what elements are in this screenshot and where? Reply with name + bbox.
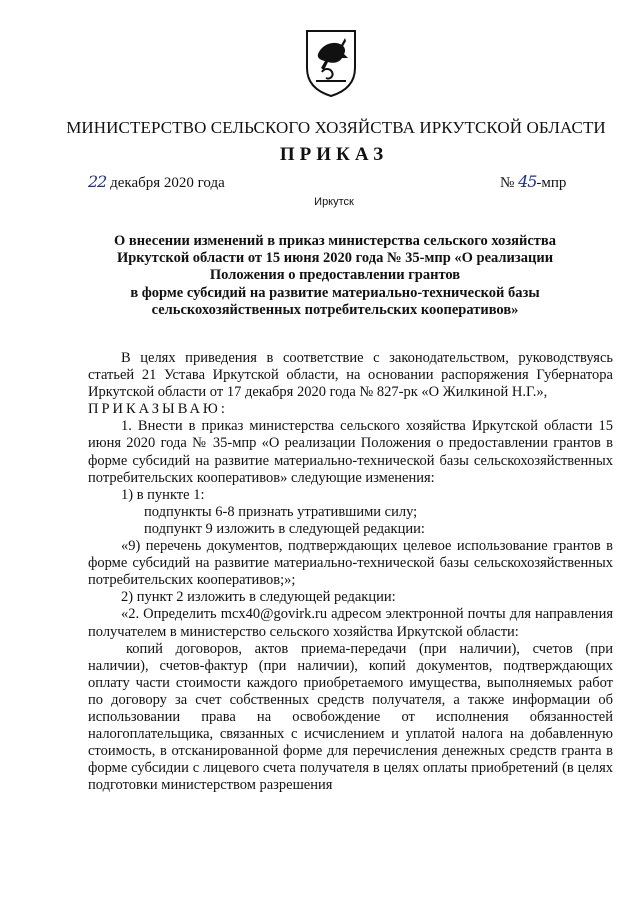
order-date bbox=[88, 172, 225, 192]
heading-line: О внесении изменений в приказ министерства сельского хозяйства bbox=[114, 233, 556, 249]
item-1-paragraph: 1. Внести в приказ министерства сельского хозяйства Иркутской области 15 июня 2020 года № 35-мпр «О реализации Положения о предоставлении грантов в форме субсидий на развитие материально-технической базы сельскохозяйственных потребительских кооперативов» следующие изменения: bbox=[88, 418, 613, 486]
order-body bbox=[88, 350, 613, 794]
order-heading bbox=[100, 233, 570, 319]
order-title: ПРИКАЗ bbox=[279, 144, 389, 165]
ministry-name: МИНИСТЕРСТВО СЕЛЬСКОГО ХОЗЯЙСТВА ИРКУТСКОЙ ОБЛАСТИ bbox=[66, 118, 606, 137]
heading-line: в форме субсидий на развитие материально-технической базы bbox=[130, 284, 540, 301]
date-text: декабря 2020 года bbox=[110, 175, 225, 191]
subitem-1b: подпункт 9 изложить в следующей редакции: bbox=[144, 520, 425, 537]
subitem-2: 2) пункт 2 изложить в следующей редакции: bbox=[121, 589, 396, 606]
order-word: ПРИКАЗЫВАЮ: bbox=[88, 401, 228, 418]
heading-line: сельскохозяйственных потребительских кооперативов» bbox=[151, 301, 519, 318]
handwritten-number: 45 bbox=[518, 172, 537, 191]
handwritten-day: 22 bbox=[88, 172, 107, 191]
order-number bbox=[500, 172, 566, 192]
subitem-1: 1) в пункте 1: bbox=[121, 486, 205, 503]
heading-line: Положения о предоставлении грантов bbox=[209, 267, 461, 284]
city: Иркутск bbox=[314, 196, 354, 208]
quote-item-2: «2. Определить mcx40@govirk.ru адресом электронной почты для направления получателем в министерство сельского хозяйства Иркутской области: bbox=[88, 606, 613, 640]
heading-line: Иркутской области от 15 июня 2020 года № 35-мпр «О реализации bbox=[116, 250, 554, 267]
preamble-paragraph: В целях приведения в соответствие с законодательством, руководствуясь статьей 21 Устава Иркутской области, на основании распоряжения Губернатора Иркутской области от 17 декабря 2020 года № 827-рк «О Жилкиной Н.Г.», bbox=[88, 350, 613, 401]
quote-item-9: «9) перечень документов, подтверждающих целевое использование грантов в форме субсидий на развитие материально-технической базы сельскохозяйственных потребительских кооперативов;»; bbox=[88, 538, 613, 589]
number-suffix: -мпр bbox=[536, 175, 567, 191]
copies-paragraph: копий договоров, актов приема-передачи (при наличии), счетов (при наличии), счетов-фактур (при наличии), копий документов, подтверждающих оплату части стоимости каждого приобретаемого имущества, выполняемых работ по договору за счет собственных средств получателя, а также информации об использовании права на освобождение от исполнения обязанностей налогоплательщика, связанных с исчислением и уплатой налога на добавленную стоимость, в отсканированной форме для перечисления денежных средств гранта в форме субсидии с лицевого счета получателя в целях оплаты приобретений (в целях подготовки министерством разрешения bbox=[88, 640, 613, 794]
coat-of-arms-emblem bbox=[304, 28, 358, 98]
subitem-1a: подпункты 6-8 признать утратившими силу; bbox=[144, 503, 418, 520]
number-sign: № bbox=[500, 175, 515, 191]
